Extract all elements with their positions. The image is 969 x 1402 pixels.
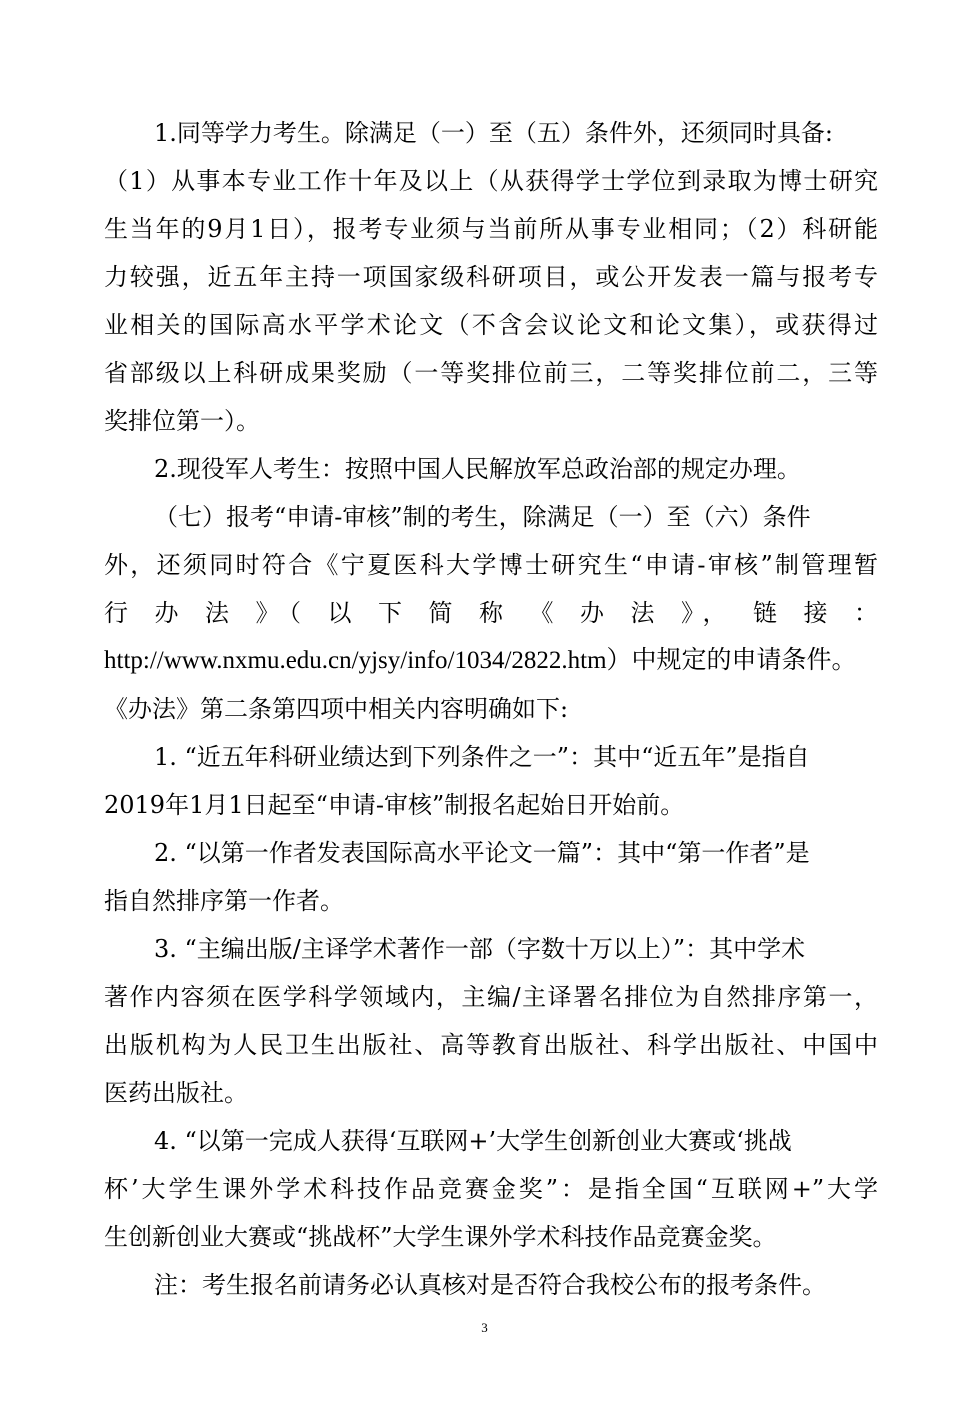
item-2-line-1: 2. “以第一作者发表国际高水平论文一篇”：其中“第一作者”是	[154, 839, 810, 867]
para-military-candidates: 2.现役军人考生：按照中国人民解放军总政治部的规定办理。	[154, 455, 801, 483]
item-3-line-3: 出版机构为人民卫生出版社、高等教育出版社、科学出版社、中国中	[104, 1031, 878, 1059]
item-1-line-1: 1. “近五年科研业绩达到下列条件之一”：其中“近五年”是指自	[154, 743, 810, 771]
item-1-line-2: 2019年1月1日起至“申请-审核”制报名起始日开始前。	[104, 791, 685, 819]
item-3-line-1: 3. “主编出版/主译学术著作一部（字数十万以上）”：其中学术	[154, 935, 806, 963]
para-equivalent-education-line-7: 奖排位第一）。	[104, 407, 260, 435]
para-apply-review-line-3: 行 办 法 》（ 以 下 简 称 《 办 法 》， 链 接 ：	[104, 599, 878, 627]
para-apply-review-link-line[interactable]: http://www.nxmu.edu.cn/yjsy/info/1034/2822.htm）中规定的申请条件。	[104, 647, 857, 674]
para-equivalent-education-line-2: （1）从事本专业工作十年及以上（从获得学士学位到录取为博士研究	[104, 167, 878, 195]
item-4-line-2: 杯’大学生课外学术科技作品竞赛金奖”：是指全国“互联网+”大学	[104, 1175, 878, 1203]
para-equivalent-education-line-4: 力较强，近五年主持一项国家级科研项目，或公开发表一篇与报考专	[104, 263, 878, 291]
item-3-line-2: 著作内容须在医学科学领域内，主编/主译署名排位为自然排序第一，	[104, 983, 878, 1011]
item-3-line-4: 医药出版社。	[104, 1079, 248, 1107]
para-apply-review-line-2: 外，还须同时符合《宁夏医科大学博士研究生“申请-审核”制管理暂	[104, 551, 878, 579]
para-equivalent-education-line-1: 1.同等学力考生。除满足（一）至（五）条件外，还须同时具备:	[154, 119, 833, 147]
para-equivalent-education-line-3: 生当年的9月1日），报考专业须与当前所从事专业相同；（2）科研能	[104, 215, 878, 243]
item-2-line-2: 指自然排序第一作者。	[104, 887, 344, 915]
para-equivalent-education-line-5: 业相关的国际高水平学术论文（不含会议论文和论文集），或获得过	[104, 311, 878, 339]
para-equivalent-education-line-6: 省部级以上科研成果奖励（一等奖排位前三，二等奖排位前二，三等	[104, 359, 878, 387]
para-measures-intro: 《办法》第二条第四项中相关内容明确如下:	[104, 695, 569, 723]
item-4-line-1: 4. “以第一完成人获得‘互联网+’大学生创新创业大赛或‘挑战	[154, 1127, 792, 1155]
para-apply-review-line-1: （七）报考“申请-审核”制的考生，除满足（一）至（六）条件	[154, 503, 811, 531]
item-4-line-3: 生创新创业大赛或“挑战杯”大学生课外学术科技作品竞赛金奖。	[104, 1223, 777, 1251]
page-number: 3	[481, 1320, 488, 1335]
note-paragraph: 注：考生报名前请务必认真核对是否符合我校公布的报考条件。	[154, 1271, 826, 1299]
